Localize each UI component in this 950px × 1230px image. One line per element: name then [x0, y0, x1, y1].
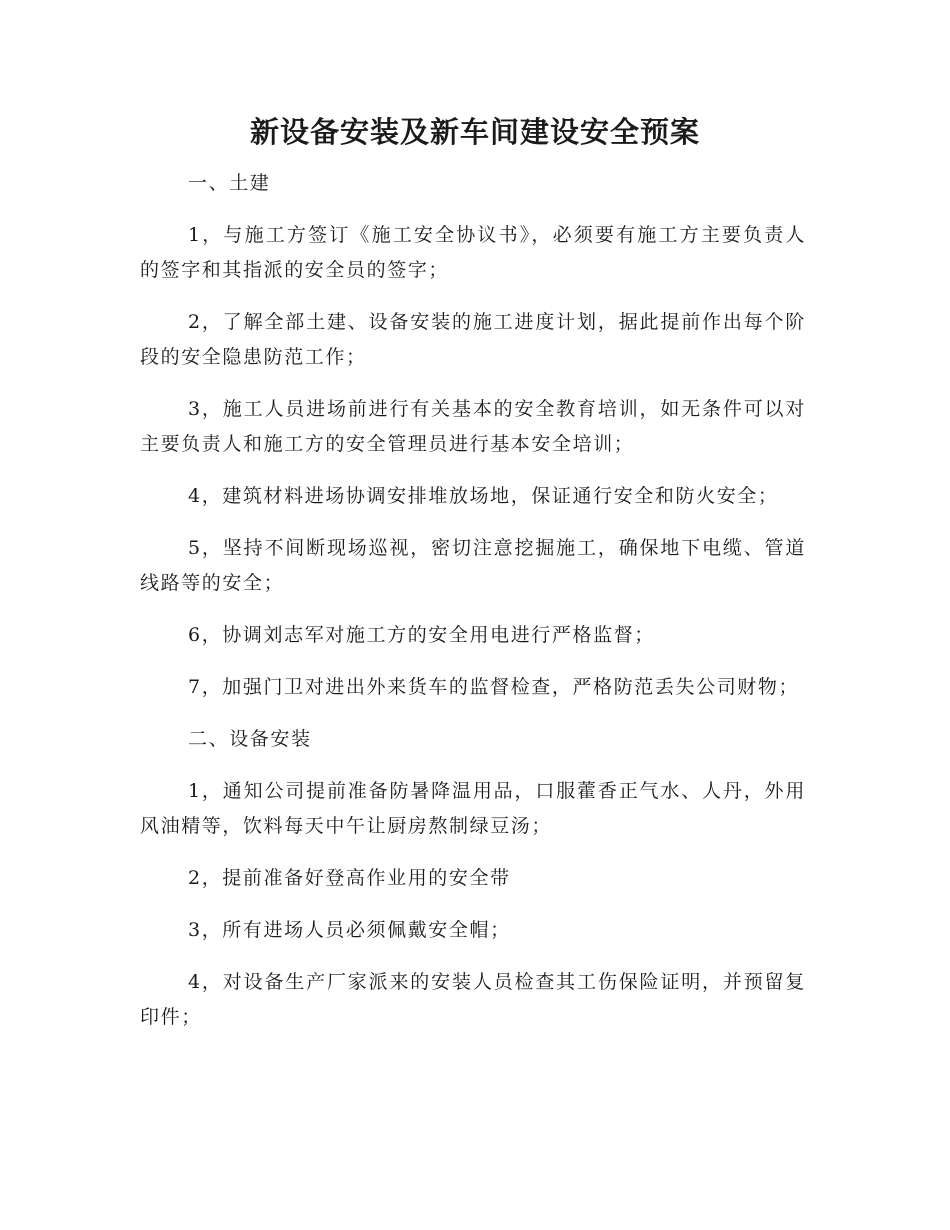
list-item: 7，加强门卫对进出外来货车的监督检查，严格防范丢失公司财物；: [188, 676, 800, 698]
section-civil-works: [140, 166, 806, 705]
list-item: 5，坚持不间断现场巡视，密切注意挖掘施工，确保地下电缆、管道线路等的安全；: [140, 537, 806, 594]
document-body: [140, 166, 806, 1052]
list-item: 6，协调刘志军对施工方的安全用电进行严格监督；: [188, 624, 655, 646]
list-item: 1，通知公司提前准备防暑降温用品，口服藿香正气水、人丹，外用风油精等，饮料每天中午让厨房熬制绿豆汤；: [140, 780, 806, 837]
list-item: 1，与施工方签订《施工安全协议书》，必须要有施工方主要负责人的签字和其指派的安全员的签字；: [140, 224, 806, 281]
section-heading: 一、土建: [188, 172, 271, 194]
list-item: 2，提前准备好登高作业用的安全带: [188, 867, 511, 889]
section-heading: 二、设备安装: [188, 728, 312, 750]
list-item: 2，了解全部土建、设备安装的施工进度计划，据此提前作出每个阶段的安全隐患防范工作；: [140, 311, 806, 368]
list-item: 3，施工人员进场前进行有关基本的安全教育培训，如无条件可以对主要负责人和施工方的安全管理员进行基本安全培训；: [140, 398, 806, 455]
document-title: 新设备安装及新车间建设安全预案: [249, 115, 700, 149]
list-item: 3，所有进场人员必须佩戴安全帽；: [188, 919, 511, 941]
section-equipment-installation: [140, 722, 806, 1035]
list-item: 4，建筑材料进场协调安排堆放场地，保证通行安全和防火安全；: [188, 485, 779, 507]
list-item: 4，对设备生产厂家派来的安装人员检查其工伤保险证明，并预留复印件；: [140, 971, 806, 1028]
